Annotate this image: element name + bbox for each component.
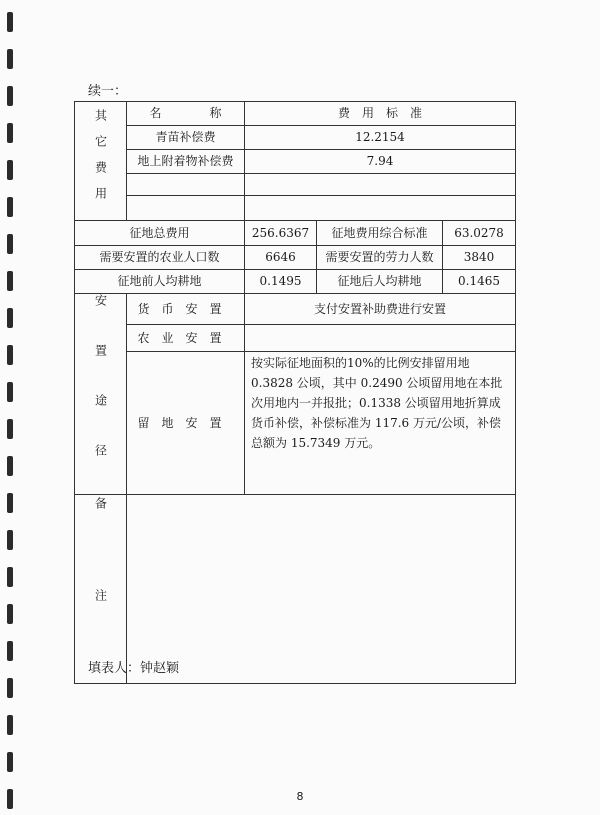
binding-ring (7, 715, 13, 735)
agri-population-label: 需要安置的农业人口数 (75, 246, 245, 270)
labor-count-label: 需要安置的劳力人数 (317, 246, 443, 270)
binding-ring (7, 197, 13, 217)
currency-label-cell (127, 294, 245, 325)
binding-ring (7, 530, 13, 550)
labor-count-value: 3840 (443, 246, 516, 270)
fee-standard (245, 174, 516, 196)
total-fee-label: 征地总费用 (75, 221, 245, 246)
agri-value (245, 325, 516, 351)
binding-ring (7, 86, 13, 106)
total-fee-value: 256.6367 (245, 221, 317, 246)
currency-label: 货币安置 (137, 301, 234, 316)
fee-name: 地上附着物补偿费 (127, 150, 245, 174)
fee-standard: 7.94 (245, 150, 516, 174)
continuation-title: 续一： (88, 84, 128, 99)
binding-ring (7, 234, 13, 254)
fee-name: 青苗补偿费 (127, 126, 245, 150)
binding-ring (7, 49, 13, 69)
notes-content (127, 495, 516, 684)
arable-after-value: 0.1465 (443, 270, 516, 294)
other-fees-label: 其它费用 (93, 109, 108, 213)
binding-ring (7, 345, 13, 365)
reserved-value: 按实际征地面积的10%的比例安排留用地 0.3828 公顷，其中 0.2490 公顷留用地在本批次用地内一并报批；0.1338 公顷留用地折算成货币补偿，补偿标准为 117.6 万元/公顷，补偿总额为 15.7349 万元。 (245, 351, 516, 494)
resettlement-label: 安置途径 (93, 294, 108, 494)
arable-before-value: 0.1495 (245, 270, 317, 294)
header-name-text: 名 称 (149, 106, 222, 121)
binding-ring (7, 604, 13, 624)
agri-label-cell (127, 325, 245, 351)
composite-standard-value: 63.0278 (443, 221, 516, 246)
composite-standard-label: 征地费用综合标准 (317, 221, 443, 246)
binding-ring (7, 271, 13, 291)
binding-ring (7, 308, 13, 328)
arable-before-label: 征地前人均耕地 (75, 270, 245, 294)
notes-label-cell (75, 495, 127, 684)
fee-standard: 12.2154 (245, 126, 516, 150)
land-acquisition-table (74, 101, 516, 684)
reserved-label-cell (127, 351, 245, 494)
fee-name (127, 196, 245, 221)
fee-name (127, 174, 245, 196)
arable-after-label: 征地后人均耕地 (317, 270, 443, 294)
header-name (127, 102, 245, 126)
binding-ring (7, 678, 13, 698)
binding-ring (7, 752, 13, 772)
binding-ring (7, 123, 13, 143)
agri-population-value: 6646 (245, 246, 317, 270)
agri-label: 农业安置 (137, 330, 234, 345)
resettlement-label-cell (75, 294, 127, 495)
binding-ring (7, 419, 13, 439)
page-number: 8 (296, 790, 304, 803)
binding-ring (7, 382, 13, 402)
reserved-label: 留地安置 (137, 415, 234, 430)
binding-ring (7, 493, 13, 513)
binding-ring (7, 12, 13, 32)
spiral-binding (0, 0, 24, 815)
binding-ring (7, 641, 13, 661)
other-fees-label-cell (75, 102, 127, 221)
binding-ring (7, 160, 13, 180)
notes-label: 备注 (93, 497, 108, 681)
header-standard-text: 费 用 标 准 (338, 106, 423, 121)
fee-standard (245, 196, 516, 221)
form-filler: 填表人：钟赵颖 (88, 661, 180, 676)
binding-ring (7, 456, 13, 476)
header-standard (245, 102, 516, 126)
currency-value: 支付安置补助费进行安置 (245, 294, 516, 325)
binding-ring (7, 567, 13, 587)
